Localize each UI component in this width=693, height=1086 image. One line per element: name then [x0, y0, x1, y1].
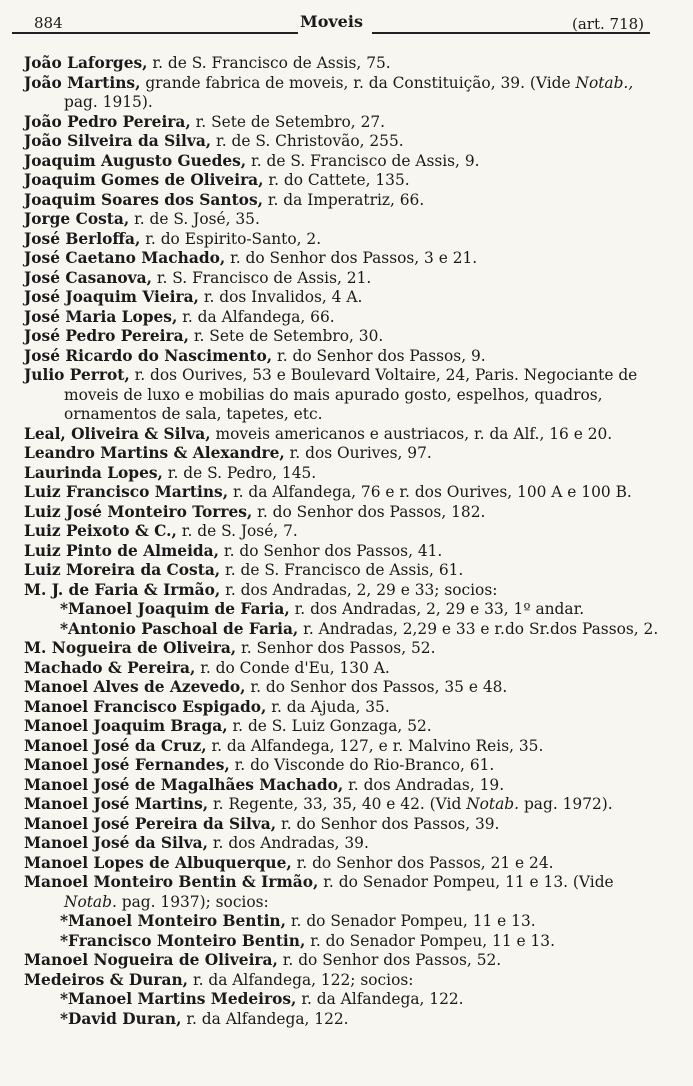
directory-entry — [0, 191, 693, 211]
entry-name: Manoel Monteiro Bentin & Irmão, — [24, 873, 319, 891]
entry-address: r. de S. Pedro, 145. — [162, 463, 317, 482]
directory-entry — [0, 366, 693, 425]
entry-reference-tail: pag. 1915). — [64, 93, 153, 111]
entry-address: r. dos Ourives, 97. — [284, 444, 432, 462]
entry-address: r. Senhor dos Passos, 52. — [236, 639, 436, 657]
directory-entry — [0, 74, 693, 113]
entry-address: r. da Alfandega, 76 e r. dos Ourives, 100 A e 100 B. — [228, 483, 632, 501]
entry-name: Luiz Francisco Martins, — [24, 483, 229, 501]
partner-entry — [0, 1010, 693, 1030]
entry-address: r. de S. Francisco de Assis, 75. — [147, 54, 391, 72]
entry-address: r. de S. José, 35. — [129, 210, 260, 228]
entry-name: Medeiros & Duran, — [24, 970, 189, 989]
directory-entry — [0, 542, 693, 562]
entry-address: r. do Senhor dos Passos, 21 e 24. — [291, 853, 554, 872]
directory-entry — [0, 210, 693, 230]
entry-address: r. do Senhor dos Passos, 9. — [272, 346, 486, 365]
entry-address: r. do Senador Pompeu, 11 e 13. (Vide — [318, 873, 614, 891]
directory-entry — [0, 308, 693, 328]
entry-name: Joaquim Gomes de Oliveira, — [24, 171, 264, 189]
page-number: 884 — [34, 14, 63, 32]
header-rule-left — [12, 32, 298, 34]
page-header — [0, 0, 693, 40]
entry-name: João Pedro Pereira, — [24, 112, 191, 131]
directory-entry — [0, 698, 693, 718]
entry-name: Leal, Oliveira & Silva, — [24, 424, 211, 443]
entry-address: r. do Senador Pompeu, 11 e 13. — [285, 912, 536, 930]
partner-entry — [0, 990, 693, 1010]
entry-name: José Pedro Pereira, — [24, 327, 189, 345]
directory-entry — [0, 327, 693, 347]
directory-entry — [0, 834, 693, 854]
entry-name: Manoel José Martins, — [24, 795, 209, 813]
entry-address: r. Sete de Setembro, 30. — [188, 327, 384, 345]
entry-name: Jorge Costa, — [24, 210, 130, 228]
entry-address: r. da Alfandega, 122. — [296, 990, 464, 1008]
directory-entry — [0, 737, 693, 757]
entry-address: r. dos Andradas, 2, 29 e 33, 1º andar. — [289, 600, 585, 618]
directory-entry — [0, 483, 693, 503]
entry-reference-tail: pag. 1937); socios: — [116, 892, 269, 911]
directory-entry — [0, 795, 693, 815]
entry-address: r. da Alfandega, 127, e r. Malvino Reis, 35. — [206, 736, 544, 755]
entry-address: r. do Espirito-Santo, 2. — [140, 229, 322, 248]
entry-reference: Notab. — [466, 795, 520, 813]
entry-name: João Martins, — [24, 73, 141, 92]
entry-name: José Maria Lopes, — [24, 307, 178, 326]
entry-address: r. da Alfandega, 122. — [181, 1009, 349, 1028]
entry-address: r. do Senador Pompeu, 11 e 13. — [305, 931, 555, 950]
directory-entry — [0, 678, 693, 698]
entry-address: r. Regente, 33, 35, 40 e 42. (Vid — [208, 795, 467, 813]
entry-address: r. do Cattete, 135. — [263, 171, 410, 189]
directory-entry — [0, 717, 693, 737]
entry-name: Julio Perrot, — [24, 366, 130, 384]
entry-name: *Manoel Joaquim de Faria, — [60, 600, 290, 618]
entry-address: moveis americanos e austriacos, r. da Alf., 16 e 20. — [210, 424, 613, 443]
entry-address: r. dos Andradas, 19. — [343, 775, 505, 794]
entry-name: *Francisco Monteiro Bentin, — [60, 931, 306, 950]
partner-entry — [0, 912, 693, 932]
entry-name: Manoel Alves de Azevedo, — [24, 678, 246, 696]
directory-entry — [0, 503, 693, 523]
entry-address: r. de S. Francisco de Assis, 61. — [220, 561, 464, 579]
entry-name: João Laforges, — [24, 54, 148, 72]
entry-name: *Manoel Monteiro Bentin, — [60, 912, 286, 930]
entry-address: r. do Senhor dos Passos, 39. — [276, 814, 500, 833]
entry-address: r. dos Andradas, 39. — [208, 834, 369, 852]
entry-address: r. do Senhor dos Passos, 182. — [252, 502, 486, 521]
entry-name: Manoel José de Magalhães Machado, — [24, 775, 344, 794]
directory-entry — [0, 113, 693, 133]
entry-name: Manoel Nogueira de Oliveira, — [24, 951, 278, 969]
entry-name: Laurinda Lopes, — [24, 463, 163, 482]
directory-entry — [0, 522, 693, 542]
entry-address: r. Sete de Setembro, 27. — [190, 112, 386, 131]
entry-name: José Berloffa, — [24, 229, 141, 248]
entry-address: r. S. Francisco de Assis, 21. — [151, 268, 372, 287]
entry-address: r. do Senhor dos Passos, 35 e 48. — [245, 678, 508, 696]
entry-name: Leandro Martins & Alexandre, — [24, 444, 285, 462]
directory-entry — [0, 288, 693, 308]
directory-entry — [0, 269, 693, 289]
entry-address: r. Andradas, 2,29 e 33 e r.do Sr.dos Passos, 2. — [298, 619, 659, 638]
entry-address: r. da Imperatriz, 66. — [262, 190, 425, 209]
directory-entry — [0, 152, 693, 172]
entry-address: grande fabrica de moveis, r. da Constituição, 39. (Vide — [140, 73, 576, 92]
entry-name: Manoel Joaquim Braga, — [24, 717, 228, 735]
entry-reference: Notab., — [575, 73, 634, 92]
directory-entry — [0, 425, 693, 445]
entry-name: Joaquim Soares dos Santos, — [24, 190, 263, 209]
article-reference: (art. 718) — [572, 15, 645, 33]
entry-name: José Caetano Machado, — [24, 249, 226, 267]
entry-name: Manoel José da Silva, — [24, 834, 208, 852]
entry-address: r. do Senhor dos Passos, 3 e 21. — [225, 249, 478, 267]
directory-entry — [0, 171, 693, 191]
directory-entry — [0, 776, 693, 796]
directory-entry — [0, 639, 693, 659]
entry-name: João Silveira da Silva, — [24, 132, 212, 150]
partner-entry — [0, 932, 693, 952]
entry-name: M. Nogueira de Oliveira, — [24, 639, 237, 657]
section-title: Moveis — [300, 12, 363, 31]
entry-address: r. de S. Francisco de Assis, 9. — [246, 151, 480, 170]
entry-address: r. de S. José, 7. — [176, 522, 298, 540]
directory-entry — [0, 971, 693, 991]
entry-reference: Notab. — [64, 892, 117, 911]
entry-name: Luiz Peixoto & C., — [24, 522, 177, 540]
directory-entry — [0, 815, 693, 835]
entry-name: Manoel José Pereira da Silva, — [24, 814, 277, 833]
directory-entry — [0, 54, 693, 74]
directory-entry — [0, 951, 693, 971]
partner-entry — [0, 600, 693, 620]
directory-entry — [0, 873, 693, 912]
entry-name: Manoel José Fernandes, — [24, 756, 230, 774]
entry-name: Luiz José Monteiro Torres, — [24, 502, 253, 521]
directory-entry — [0, 581, 693, 601]
directory-entry — [0, 347, 693, 367]
entry-name: *Antonio Paschoal de Faria, — [60, 619, 299, 638]
entry-name: Manoel Francisco Espigado, — [24, 697, 267, 716]
entry-address: r. de S. Christovão, 255. — [211, 132, 404, 150]
directory-entry — [0, 132, 693, 152]
entry-address: r. da Alfandega, 66. — [177, 307, 335, 326]
entry-address: r. da Ajuda, 35. — [266, 697, 390, 716]
entry-name: M. J. de Faria & Irmão, — [24, 580, 221, 599]
directory-entry — [0, 464, 693, 484]
entry-name: José Casanova, — [24, 268, 152, 287]
entry-name: José Ricardo do Nascimento, — [24, 346, 273, 365]
entry-name: *Manoel Martins Medeiros, — [60, 990, 297, 1008]
entry-name: José Joaquim Vieira, — [24, 288, 199, 306]
entry-address: r. de S. Luiz Gonzaga, 52. — [227, 717, 432, 735]
entry-address: r. dos Ourives, 53 e Boulevard Voltaire, 24, Paris. Negociante de moveis de luxo e mobilias do mais apurado gosto, espelhos, quadros, ornamentos de sala, tapetes, etc. — [64, 366, 638, 423]
directory-entry — [0, 444, 693, 464]
directory-entry — [0, 659, 693, 679]
directory-entry — [0, 756, 693, 776]
directory-entry — [0, 561, 693, 581]
entry-address: r. do Senhor dos Passos, 41. — [219, 541, 443, 560]
entry-name: Joaquim Augusto Guedes, — [24, 151, 247, 170]
entry-address: r. do Senhor dos Passos, 52. — [277, 951, 502, 969]
entry-name: Luiz Pinto de Almeida, — [24, 541, 220, 560]
directory-entry — [0, 854, 693, 874]
entry-address: r. do Visconde do Rio-Branco, 61. — [229, 756, 495, 774]
directory-entry — [0, 230, 693, 250]
entry-address: r. dos Invalidos, 4 A. — [198, 288, 363, 306]
entry-address: r. do Conde d'Eu, 130 A. — [195, 658, 390, 677]
directory-entry — [0, 249, 693, 269]
entry-reference-tail: pag. 1972). — [519, 795, 613, 813]
entry-address: r. dos Andradas, 2, 29 e 33; socios: — [220, 580, 498, 599]
entry-name: Manoel Lopes de Albuquerque, — [24, 853, 292, 872]
entry-list — [0, 54, 693, 1029]
entry-name: Luiz Moreira da Costa, — [24, 561, 221, 579]
entry-address: r. da Alfandega, 122; socios: — [188, 970, 414, 989]
entry-name: *David Duran, — [60, 1009, 182, 1028]
entry-name: Machado & Pereira, — [24, 658, 196, 677]
partner-entry — [0, 620, 693, 640]
entry-name: Manoel José da Cruz, — [24, 736, 207, 755]
